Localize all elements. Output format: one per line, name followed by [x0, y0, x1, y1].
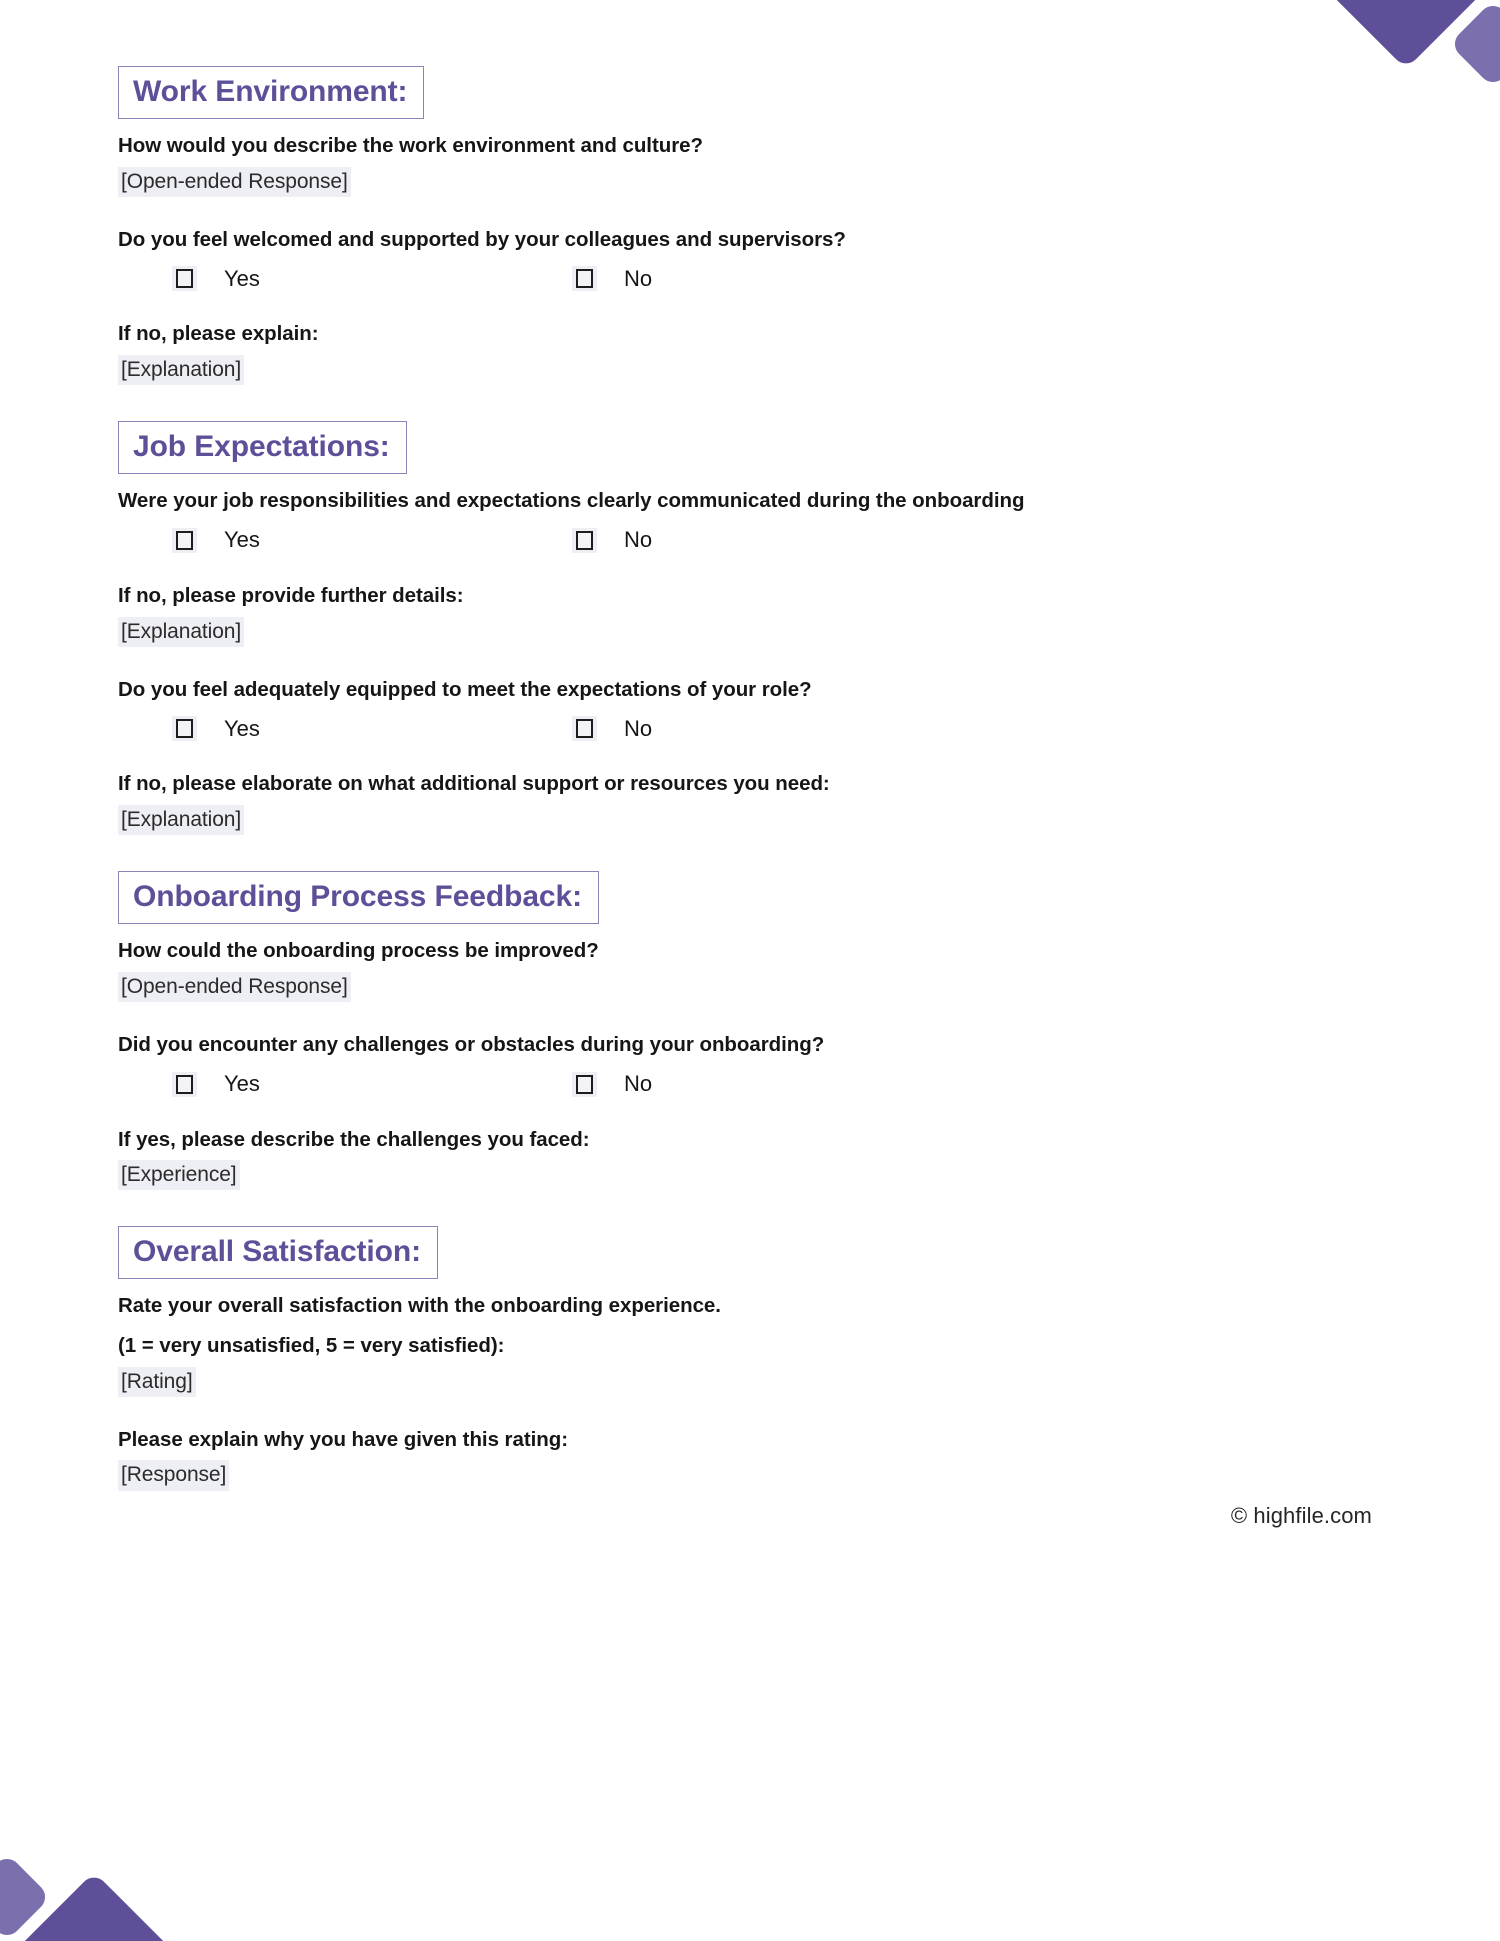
option-no[interactable]	[572, 528, 652, 553]
option-label-no: No	[624, 715, 653, 741]
spacer	[118, 1452, 1308, 1460]
option-label-no: No	[624, 527, 653, 553]
option-no[interactable]	[572, 1072, 652, 1097]
option-no[interactable]	[572, 716, 652, 741]
placeholder-row	[118, 805, 1308, 835]
spacer	[118, 1397, 1308, 1427]
spacer	[118, 119, 1308, 133]
form-question: Do you feel adequately equipped to meet the expectations of your role?	[118, 677, 812, 701]
form-question: Please explain why you have given this rating:	[118, 1427, 568, 1451]
form-question: If no, please elaborate on what additional support or resources you need:	[118, 772, 830, 796]
spacer	[118, 1097, 1308, 1127]
checkbox-box-icon	[576, 1075, 593, 1094]
placeholder-row	[118, 1460, 1308, 1490]
spacer	[118, 1058, 1308, 1072]
checkbox-box-icon	[176, 531, 193, 550]
option-label-yes: Yes	[224, 1071, 260, 1097]
yes-no-choice-row	[118, 1072, 1308, 1097]
spacer	[118, 1279, 1308, 1293]
spacer	[118, 1152, 1308, 1160]
option-label-yes: Yes	[224, 265, 260, 291]
checkbox-yes[interactable]	[172, 1072, 197, 1097]
form-question: Did you encounter any challenges or obstacles during your onboarding?	[118, 1032, 825, 1056]
checkbox-box-icon	[176, 269, 193, 288]
answer-placeholder[interactable]: [Explanation]	[118, 617, 244, 647]
decorative-diamond-top-right-small	[1449, 0, 1500, 88]
checkbox-box-icon	[576, 531, 593, 550]
option-yes[interactable]	[172, 1072, 572, 1097]
option-label-yes: Yes	[224, 527, 260, 553]
spacer	[118, 1190, 1308, 1226]
option-label-yes: Yes	[224, 715, 260, 741]
spacer	[118, 609, 1308, 617]
spacer	[118, 647, 1308, 677]
decorative-diamond-top-right-large	[1327, 0, 1485, 69]
form-content	[118, 66, 1308, 1491]
checkbox-no[interactable]	[572, 528, 597, 553]
answer-placeholder[interactable]: [Response]	[118, 1460, 229, 1490]
footer-credit: © highfile.com	[1230, 1503, 1372, 1528]
yes-no-choice-row	[118, 266, 1308, 291]
checkbox-box-icon	[176, 1075, 193, 1094]
option-yes[interactable]	[172, 528, 572, 553]
form-question: If no, please explain:	[118, 322, 319, 346]
spacer	[118, 347, 1308, 355]
spacer	[118, 1319, 1308, 1333]
option-label-no: No	[624, 1071, 653, 1097]
spacer	[118, 741, 1308, 771]
form-question: How would you describe the work environment and culture?	[118, 134, 703, 157]
spacer	[118, 252, 1308, 266]
checkbox-yes[interactable]	[172, 716, 197, 741]
spacer	[118, 291, 1308, 321]
checkbox-no[interactable]	[572, 266, 597, 291]
spacer	[118, 197, 1308, 227]
spacer	[118, 924, 1308, 938]
answer-placeholder[interactable]: [Explanation]	[118, 355, 244, 385]
option-yes[interactable]	[172, 266, 572, 291]
spacer	[118, 797, 1308, 805]
placeholder-row	[118, 972, 1308, 1002]
placeholder-row	[118, 617, 1308, 647]
answer-placeholder[interactable]: [Experience]	[118, 1160, 240, 1190]
yes-no-choice-row	[118, 528, 1308, 553]
placeholder-row	[118, 1367, 1308, 1397]
decorative-diamond-bottom-left-large	[15, 1872, 173, 1941]
checkbox-yes[interactable]	[172, 528, 197, 553]
spacer	[118, 1359, 1308, 1367]
option-no[interactable]	[572, 266, 652, 291]
spacer	[118, 385, 1308, 421]
spacer	[118, 964, 1308, 972]
answer-placeholder[interactable]: [Rating]	[118, 1367, 196, 1397]
form-question: Do you feel welcomed and supported by your colleagues and supervisors?	[118, 227, 846, 251]
section-heading: Job Expectations:	[118, 421, 407, 474]
option-label-no: No	[624, 265, 653, 291]
form-question: Rate your overall satisfaction with the onboarding experience.	[118, 1294, 721, 1318]
spacer	[118, 702, 1308, 716]
yes-no-choice-row	[118, 716, 1308, 741]
section-heading: Onboarding Process Feedback:	[118, 871, 599, 924]
section-heading: Work Environment:	[118, 66, 424, 119]
form-question: If no, please provide further details:	[118, 583, 464, 607]
checkbox-no[interactable]	[572, 1072, 597, 1097]
checkbox-box-icon	[576, 269, 593, 288]
checkbox-box-icon	[176, 719, 193, 738]
option-yes[interactable]	[172, 716, 572, 741]
form-question: If yes, please describe the challenges you faced:	[118, 1127, 590, 1151]
checkbox-no[interactable]	[572, 716, 597, 741]
form-question: Were your job responsibilities and expectations clearly communicated during the onboarding	[118, 489, 1025, 513]
placeholder-row	[118, 167, 1308, 197]
answer-placeholder[interactable]: [Explanation]	[118, 805, 244, 835]
spacer	[118, 474, 1308, 488]
spacer	[118, 159, 1308, 167]
spacer	[118, 835, 1308, 871]
spacer	[118, 514, 1308, 528]
placeholder-row	[118, 1160, 1308, 1190]
spacer	[118, 1002, 1308, 1032]
checkbox-yes[interactable]	[172, 266, 197, 291]
form-question: How could the onboarding process be improved?	[118, 939, 599, 963]
decorative-diamond-bottom-left-small	[0, 1853, 51, 1941]
placeholder-row	[118, 355, 1308, 385]
answer-placeholder[interactable]: [Open-ended Response]	[118, 972, 351, 1002]
section-heading: Overall Satisfaction:	[118, 1226, 438, 1279]
checkbox-box-icon	[576, 719, 593, 738]
answer-placeholder[interactable]: [Open-ended Response]	[118, 167, 351, 197]
form-question: (1 = very unsatisfied, 5 = very satisfied):	[118, 1334, 505, 1357]
spacer	[118, 553, 1308, 583]
